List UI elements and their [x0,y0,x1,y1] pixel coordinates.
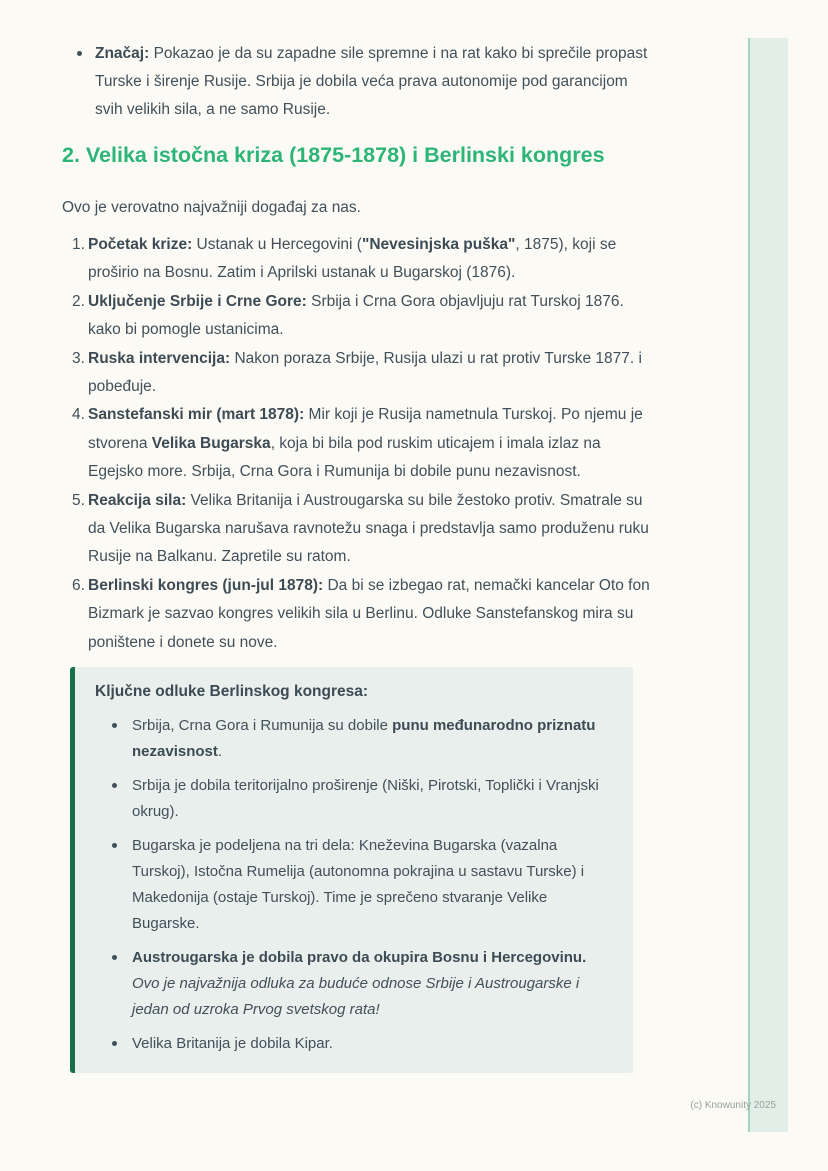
decisions-list [95,713,609,1057]
event-text: , 1875), koji se proširio na Bosnu. Zatim i Aprilski ustanak u Bugarskoj (1876). [88,236,617,282]
event-label: Ruska intervencija: [88,349,231,367]
event-label: Početak krize: [88,236,193,253]
decision-item-4 [95,945,609,1023]
decision-item-5 [95,1031,609,1057]
event-text: Nakon poraza Srbije, Rusija ulazi u rat protiv Turske 1877. i pobeđuje. [88,349,642,396]
event-text: Srbija i Crna Gora objavljuju rat Turskoj 1876. kako bi pomogle ustanicima. [88,292,624,339]
decision-bold-text: punu međunarodno priznatu nezavisnost [132,717,596,761]
significance-bullet [62,40,651,124]
event-item-3 [62,345,650,402]
event-number: 3. [72,349,85,367]
intro-paragraph: Ovo je verovatno najvažniji događaj za nas. [62,199,361,216]
decision-text: Srbija, Crna Gora i Rumunija su dobile [132,717,393,735]
event-number: 1. [72,236,85,253]
event-label: Uključenje Srbije i Crne Gore: [88,292,307,310]
event-text: Mir koji je Rusija nametnula Turskoj. Po njemu je stvorena [88,406,643,452]
decision-item-3 [95,833,609,937]
event-number: 5. [72,491,85,509]
event-number: 2. [72,292,85,310]
significance-text: Pokazao je da su zapadne sile spremne i na rat kako bi sprečile propast Turske i širenje Rusije. Srbija je dobila veća prava autonomije pod garancijom svih velikih sila, a ne samo Rusije. [95,45,648,118]
significance-list [62,40,662,124]
decision-italic-note: Ovo je najvažnija odluka za buduće odnose Srbije i Austrougarske i jedan od uzroka Prvog svetskog rata! [132,975,580,1019]
events-list [62,231,662,657]
event-text: Da bi se izbegao rat, nemački kancelar Oto fon Bizmark je sazvao kongres velikih sila u Berlinu. Odluke Sanstefanskog mira su poništene i donete su nove. [88,576,650,651]
decision-item-2 [95,773,609,825]
significance-label: Značaj: [95,45,150,62]
event-text: Velika Britanija i Austrougarska su bile žestoko protiv. Smatrale su da Velika Bugarska narušava ravnotežu snaga i predstavlja samo produženu ruku Rusije na Balkanu. Zapretile su ratom. [88,491,649,566]
event-number: 6. [72,576,85,594]
event-text: Ustanak u Hercegovini ( [192,236,362,253]
key-decisions-callout [70,667,633,1073]
decision-text: Srbija je dobila teritorijalno proširenje (Niški, Pirotski, Toplički i Vranjski okrug). [132,777,599,821]
event-label: Sanstefanski mir (mart 1878): [88,406,305,424]
event-item-2 [62,288,650,345]
side-accent-bar [748,38,788,1132]
decision-text: . [217,743,223,761]
event-number: 4. [72,406,85,424]
event-item-5 [62,487,650,572]
event-item-1 [62,231,650,288]
copyright-footer: (c) Knowunity 2025 [690,1100,776,1111]
callout-title: Ključne odluke Berlinskog kongresa: [95,683,369,701]
decision-item-1 [95,713,609,765]
decision-text: Bugarska je podeljena na tri dela: Kneževina Bugarska (vazalna Turskoj), Istočna Rumelija (autonomna pokrajina u sastavu Turske) i Makedonija (ostaje Turskoj). Time je sprečeno stvaranje Velike Bugarske. [132,837,585,933]
event-bold-text: Velika Bugarska [151,434,271,452]
decision-text: Velika Britanija je dobila Kipar. [132,1035,333,1053]
event-item-6 [62,572,650,657]
event-text: , koja bi bila pod ruskim uticajem i imala izlaz na Egejsko more. Srbija, Crna Gora i Rumunija bi dobile punu nezavisnost. [88,434,601,481]
event-label: Reakcija sila: [88,491,187,509]
event-bold-text: "Nevesinjska puška" [361,236,516,253]
event-item-4 [62,401,650,486]
section-heading: 2. Velika istočna kriza (1875-1878) i Berlinski kongres [62,143,605,167]
decision-bold-text: Austrougarska je dobila pravo da okupira Bosnu i Hercegovinu. [132,949,587,967]
page-content [62,40,662,1073]
event-label: Berlinski kongres (jun-jul 1878): [88,576,324,594]
